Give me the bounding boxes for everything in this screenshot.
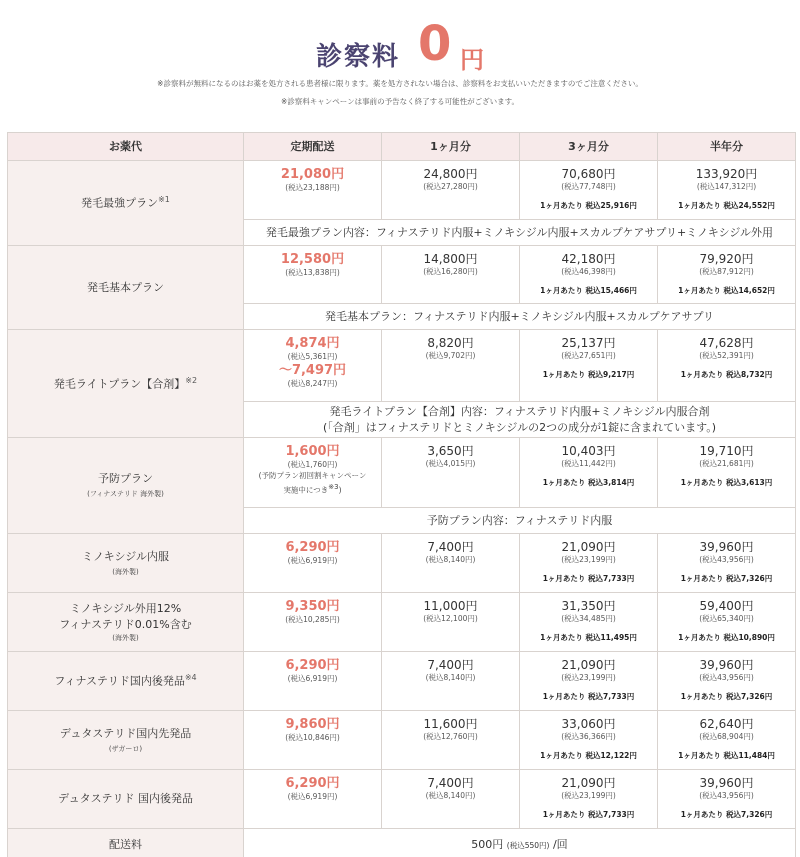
tax-included-price: (税込10,285円) — [285, 615, 340, 625]
monthly-price: 1ヶ月あたり 税込3,613円 — [680, 477, 773, 487]
one-month-price-cell — [382, 711, 520, 770]
one-month-price-cell — [382, 593, 520, 652]
shipping-label: 配送料 — [8, 829, 244, 857]
three-month-price-cell — [520, 770, 658, 829]
plan-name-cell — [8, 246, 244, 330]
plan-name: 発毛最強プラン — [81, 196, 159, 210]
campaign-note-line — [244, 482, 381, 496]
plan-name-cell — [8, 534, 244, 593]
plan-note: (フィナステリド 海外製) — [87, 490, 164, 499]
six-month-price-cell — [658, 652, 796, 711]
tax-included-price: (税込65,340円) — [699, 614, 754, 623]
price: 39,960円 — [699, 776, 754, 790]
tax-included-price: (税込68,904円) — [699, 732, 754, 741]
tax-included-price: (税込6,919円) — [287, 792, 338, 802]
tax-included-price: (税込5,361円) — [287, 352, 338, 362]
monthly-price: 1ヶ月あたり 税込8,732円 — [680, 369, 773, 379]
plan-content-line: (「合剤」はフィナステリドとミノキシジルの2つの成分が1錠に含まれています。) — [322, 420, 717, 434]
six-month-price-cell — [658, 161, 796, 220]
monthly-price: 1ヶ月あたり 税込9,217円 — [542, 369, 635, 379]
one-month-price-cell — [382, 438, 520, 508]
plan-name: ミノキシジル外用12% — [69, 601, 182, 615]
tax-included-price: (税込8,140円) — [425, 791, 476, 800]
price: 39,960円 — [699, 658, 754, 672]
tax-included-price: (税込9,702円) — [425, 351, 476, 360]
one-month-price-cell — [382, 246, 520, 304]
shipping-suffix: /回 — [552, 838, 568, 852]
tax-included-price: (税込46,398円) — [561, 267, 616, 276]
price: 70,680円 — [561, 167, 616, 181]
subscription-price-cell — [244, 438, 382, 508]
tax-included-price: (税込23,199円) — [561, 791, 616, 800]
three-month-price-cell — [520, 711, 658, 770]
subscription-price: 9,350円 — [285, 599, 340, 614]
subscription-price-cell — [244, 330, 382, 402]
tax-included-price: (税込23,199円) — [561, 673, 616, 682]
tax-included-price: (税込147,312円) — [696, 182, 757, 191]
one-month-price-cell — [382, 330, 520, 402]
three-month-price-cell — [520, 330, 658, 402]
six-month-price-cell — [658, 438, 796, 508]
monthly-price: 1ヶ月あたり 税込7,733円 — [542, 809, 635, 819]
one-month-price-cell — [382, 161, 520, 220]
plan-content: 発毛基本プラン：フィナステリド内服+ミノキシジル内服+スカルプケアサプリ — [244, 304, 796, 330]
price: 31,350円 — [561, 599, 616, 613]
monthly-price: 1ヶ月あたり 税込15,466円 — [540, 285, 637, 295]
table-row — [8, 770, 796, 829]
tax-included-price: (税込43,956円) — [699, 555, 754, 564]
three-month-price-cell — [520, 438, 658, 508]
three-month-price-cell — [520, 652, 658, 711]
monthly-price: 1ヶ月あたり 税込11,495円 — [540, 632, 637, 642]
tax-included-price: (税込36,366円) — [561, 732, 616, 741]
plan-name: デュタステリド 国内後発品 — [58, 792, 193, 806]
plan-name: フィナステリド国内後発品 — [54, 674, 185, 688]
price: 21,090円 — [561, 776, 616, 790]
plan-name-cell — [8, 161, 244, 246]
tax-included-price: (税込27,280円) — [423, 182, 478, 191]
subscription-price: 9,860円 — [285, 717, 340, 732]
notice-text-2: ※診察料キャンペーンは事前の予告なく終了する可能性がございます。 — [280, 97, 520, 106]
plan-note: (ザガーロ) — [108, 744, 143, 753]
three-month-price-cell — [520, 534, 658, 593]
tax-included-price: (税込6,919円) — [287, 556, 338, 566]
monthly-price: 1ヶ月あたり 税込7,733円 — [542, 573, 635, 583]
price: 39,960円 — [699, 540, 754, 554]
one-month-price-cell — [382, 652, 520, 711]
plan-name-cell — [8, 438, 244, 534]
price: 133,920円 — [695, 167, 758, 181]
campaign-note — [244, 471, 381, 496]
plan-name: 発毛ライトプラン【合剤】 — [53, 377, 186, 391]
monthly-price: 1ヶ月あたり 税込11,484円 — [678, 750, 775, 760]
price: 7,400円 — [427, 540, 474, 554]
shipping-tax-included: (税込550円) — [506, 841, 550, 851]
tax-included-price: (税込23,199円) — [561, 555, 616, 564]
three-month-price-cell — [520, 246, 658, 304]
subscription-price-cell — [244, 534, 382, 593]
six-month-price-cell — [658, 534, 796, 593]
price: 7,400円 — [427, 776, 474, 790]
price: 8,820円 — [427, 336, 474, 350]
price: 42,180円 — [561, 252, 616, 266]
table-row — [8, 534, 796, 593]
monthly-price: 1ヶ月あたり 税込14,652円 — [678, 285, 775, 295]
table-row — [8, 330, 796, 402]
column-header: 定期配送 — [244, 133, 382, 161]
plan-name-cell — [8, 711, 244, 770]
price: 47,628円 — [699, 336, 754, 350]
one-month-price-cell — [382, 534, 520, 593]
hero-banner — [0, 14, 800, 74]
subscription-price: 6,290円 — [285, 540, 340, 555]
campaign-note-line: (予防プラン初回割キャンペーン — [258, 470, 367, 480]
hero-fee-unit: 円 — [460, 46, 484, 74]
price: 11,000円 — [423, 599, 478, 613]
three-month-price-cell — [520, 161, 658, 220]
price: 24,800円 — [423, 167, 478, 181]
monthly-price: 1ヶ月あたり 税込7,326円 — [680, 573, 773, 583]
plan-content-line: 発毛ライトプラン【合剤】内容：フィナステリド内服+ミノキシジル内服合剤 — [329, 405, 710, 419]
shipping-price: 500円 — [471, 838, 504, 852]
price: 25,137円 — [561, 336, 616, 350]
price: 11,600円 — [423, 717, 478, 731]
price: 59,400円 — [699, 599, 754, 613]
plan-note: (海外製) — [112, 567, 139, 576]
plan-name-cell — [8, 770, 244, 829]
tax-included-price: (税込27,651円) — [561, 351, 616, 360]
price: 19,710円 — [699, 444, 754, 458]
plan-name: 予防プラン — [98, 472, 153, 486]
subscription-price: 21,080円 — [280, 167, 345, 182]
tax-included-price: (税込87,912円) — [699, 267, 754, 276]
price: 21,090円 — [561, 540, 616, 554]
six-month-price-cell — [658, 770, 796, 829]
tax-included-price: (税込13,838円) — [285, 268, 340, 278]
hero-fee-value: 0 — [418, 16, 452, 72]
tax-included-price: (税込21,681円) — [699, 459, 754, 468]
footnote-mark: ※1 — [158, 195, 170, 205]
plan-name-cell — [8, 330, 244, 438]
subscription-price-max: ～7,497円 — [278, 362, 347, 378]
tax-included-price: (税込8,140円) — [425, 673, 476, 682]
subscription-price-cell — [244, 652, 382, 711]
plan-name: デュタステリド国内先発品 — [59, 726, 192, 740]
six-month-price-cell — [658, 711, 796, 770]
footnote-mark: ※3 — [328, 482, 339, 491]
plan-name-line2: フィナステリド0.01%含む — [59, 617, 192, 631]
one-month-price-cell — [382, 770, 520, 829]
tax-included-price: (税込6,919円) — [287, 674, 338, 684]
tax-included-price: (税込52,391円) — [699, 351, 754, 360]
plan-name: 発毛基本プラン — [87, 280, 164, 294]
monthly-price: 1ヶ月あたり 税込7,733円 — [542, 691, 635, 701]
footnote-mark: ※2 — [185, 375, 198, 385]
subscription-price: 12,580円 — [280, 252, 345, 267]
price: 3,650円 — [427, 444, 474, 458]
tax-included-price: (税込34,485円) — [561, 614, 616, 623]
tax-included-price: (税込16,280円) — [423, 267, 478, 276]
tax-included-price: (税込12,100円) — [423, 614, 478, 623]
plan-content: 予防プラン内容：フィナステリド内服 — [244, 508, 796, 534]
table-row — [8, 438, 796, 508]
subscription-price-cell — [244, 246, 382, 304]
plan-name-cell — [8, 652, 244, 711]
price: 62,640円 — [699, 717, 754, 731]
monthly-price: 1ヶ月あたり 税込12,122円 — [540, 750, 637, 760]
tax-included-price: (税込1,760円) — [287, 460, 338, 470]
shipping-row — [8, 829, 796, 857]
column-header: 1ヶ月分 — [382, 133, 520, 161]
tax-included-price: (税込11,442円) — [561, 459, 616, 468]
six-month-price-cell — [658, 246, 796, 304]
plan-name-cell — [8, 593, 244, 652]
column-header: お薬代 — [8, 133, 244, 161]
plan-note: (海外製) — [112, 633, 139, 642]
subscription-price: 4,874円 — [285, 336, 340, 351]
price: 10,403円 — [561, 444, 616, 458]
table-row — [8, 711, 796, 770]
price: 14,800円 — [423, 252, 478, 266]
tax-included-price: (税込4,015円) — [425, 459, 476, 468]
subscription-price-cell — [244, 161, 382, 220]
subscription-price-cell — [244, 593, 382, 652]
price: 79,920円 — [699, 252, 754, 266]
table-row — [8, 593, 796, 652]
tax-included-price: (税込77,748円) — [561, 182, 616, 191]
campaign-note-text: 実施中につき — [283, 485, 329, 495]
tax-included-price: (税込43,956円) — [699, 791, 754, 800]
hero-label: 診察料 — [316, 42, 401, 72]
column-header: 半年分 — [658, 133, 796, 161]
price: 7,400円 — [427, 658, 474, 672]
price: 33,060円 — [561, 717, 616, 731]
subscription-price: 6,290円 — [285, 658, 340, 673]
tax-included-price: (税込12,760円) — [423, 732, 478, 741]
tax-included-price: (税込8,140円) — [425, 555, 476, 564]
tax-included-price: (税込23,188円) — [285, 183, 340, 193]
table-row — [8, 161, 796, 220]
footnote-mark: ※4 — [184, 673, 197, 683]
subscription-price: 1,600円 — [285, 444, 340, 459]
monthly-price: 1ヶ月あたり 税込3,814円 — [542, 477, 635, 487]
monthly-price: 1ヶ月あたり 税込7,326円 — [680, 691, 773, 701]
monthly-price: 1ヶ月あたり 税込25,916円 — [540, 200, 637, 210]
tax-included-price: (税込8,247円) — [287, 379, 338, 388]
campaign-note-text: ) — [338, 485, 342, 495]
table-row — [8, 652, 796, 711]
six-month-price-cell — [658, 330, 796, 402]
table-row — [8, 246, 796, 304]
six-month-price-cell — [658, 593, 796, 652]
shipping-fee — [244, 829, 796, 857]
monthly-price: 1ヶ月あたり 税込10,890円 — [678, 632, 775, 642]
tax-included-price: (税込43,956円) — [699, 673, 754, 682]
column-header: 3ヶ月分 — [520, 133, 658, 161]
tax-included-price: (税込10,846円) — [285, 733, 340, 743]
plan-content — [244, 402, 796, 438]
table-header-row — [8, 133, 796, 161]
price: 21,090円 — [561, 658, 616, 672]
plan-content: 発毛最強プラン内容：フィナステリド内服+ミノキシジル内服+スカルプケアサプリ+ミノキシジル外用 — [244, 220, 796, 246]
monthly-price: 1ヶ月あたり 税込24,552円 — [678, 200, 775, 210]
monthly-price: 1ヶ月あたり 税込7,326円 — [680, 809, 773, 819]
three-month-price-cell — [520, 593, 658, 652]
price-table — [7, 132, 796, 857]
plan-name: ミノキシジル内服 — [82, 549, 169, 563]
subscription-price-cell — [244, 711, 382, 770]
subscription-price-cell — [244, 770, 382, 829]
subscription-price: 6,290円 — [285, 776, 340, 791]
notice-text-1: ※診察料が無料になるのはお薬を処方される患者様に限ります。薬を処方されない場合は、診察料をお支払いいただきますのでご注意ください。 — [157, 79, 643, 88]
